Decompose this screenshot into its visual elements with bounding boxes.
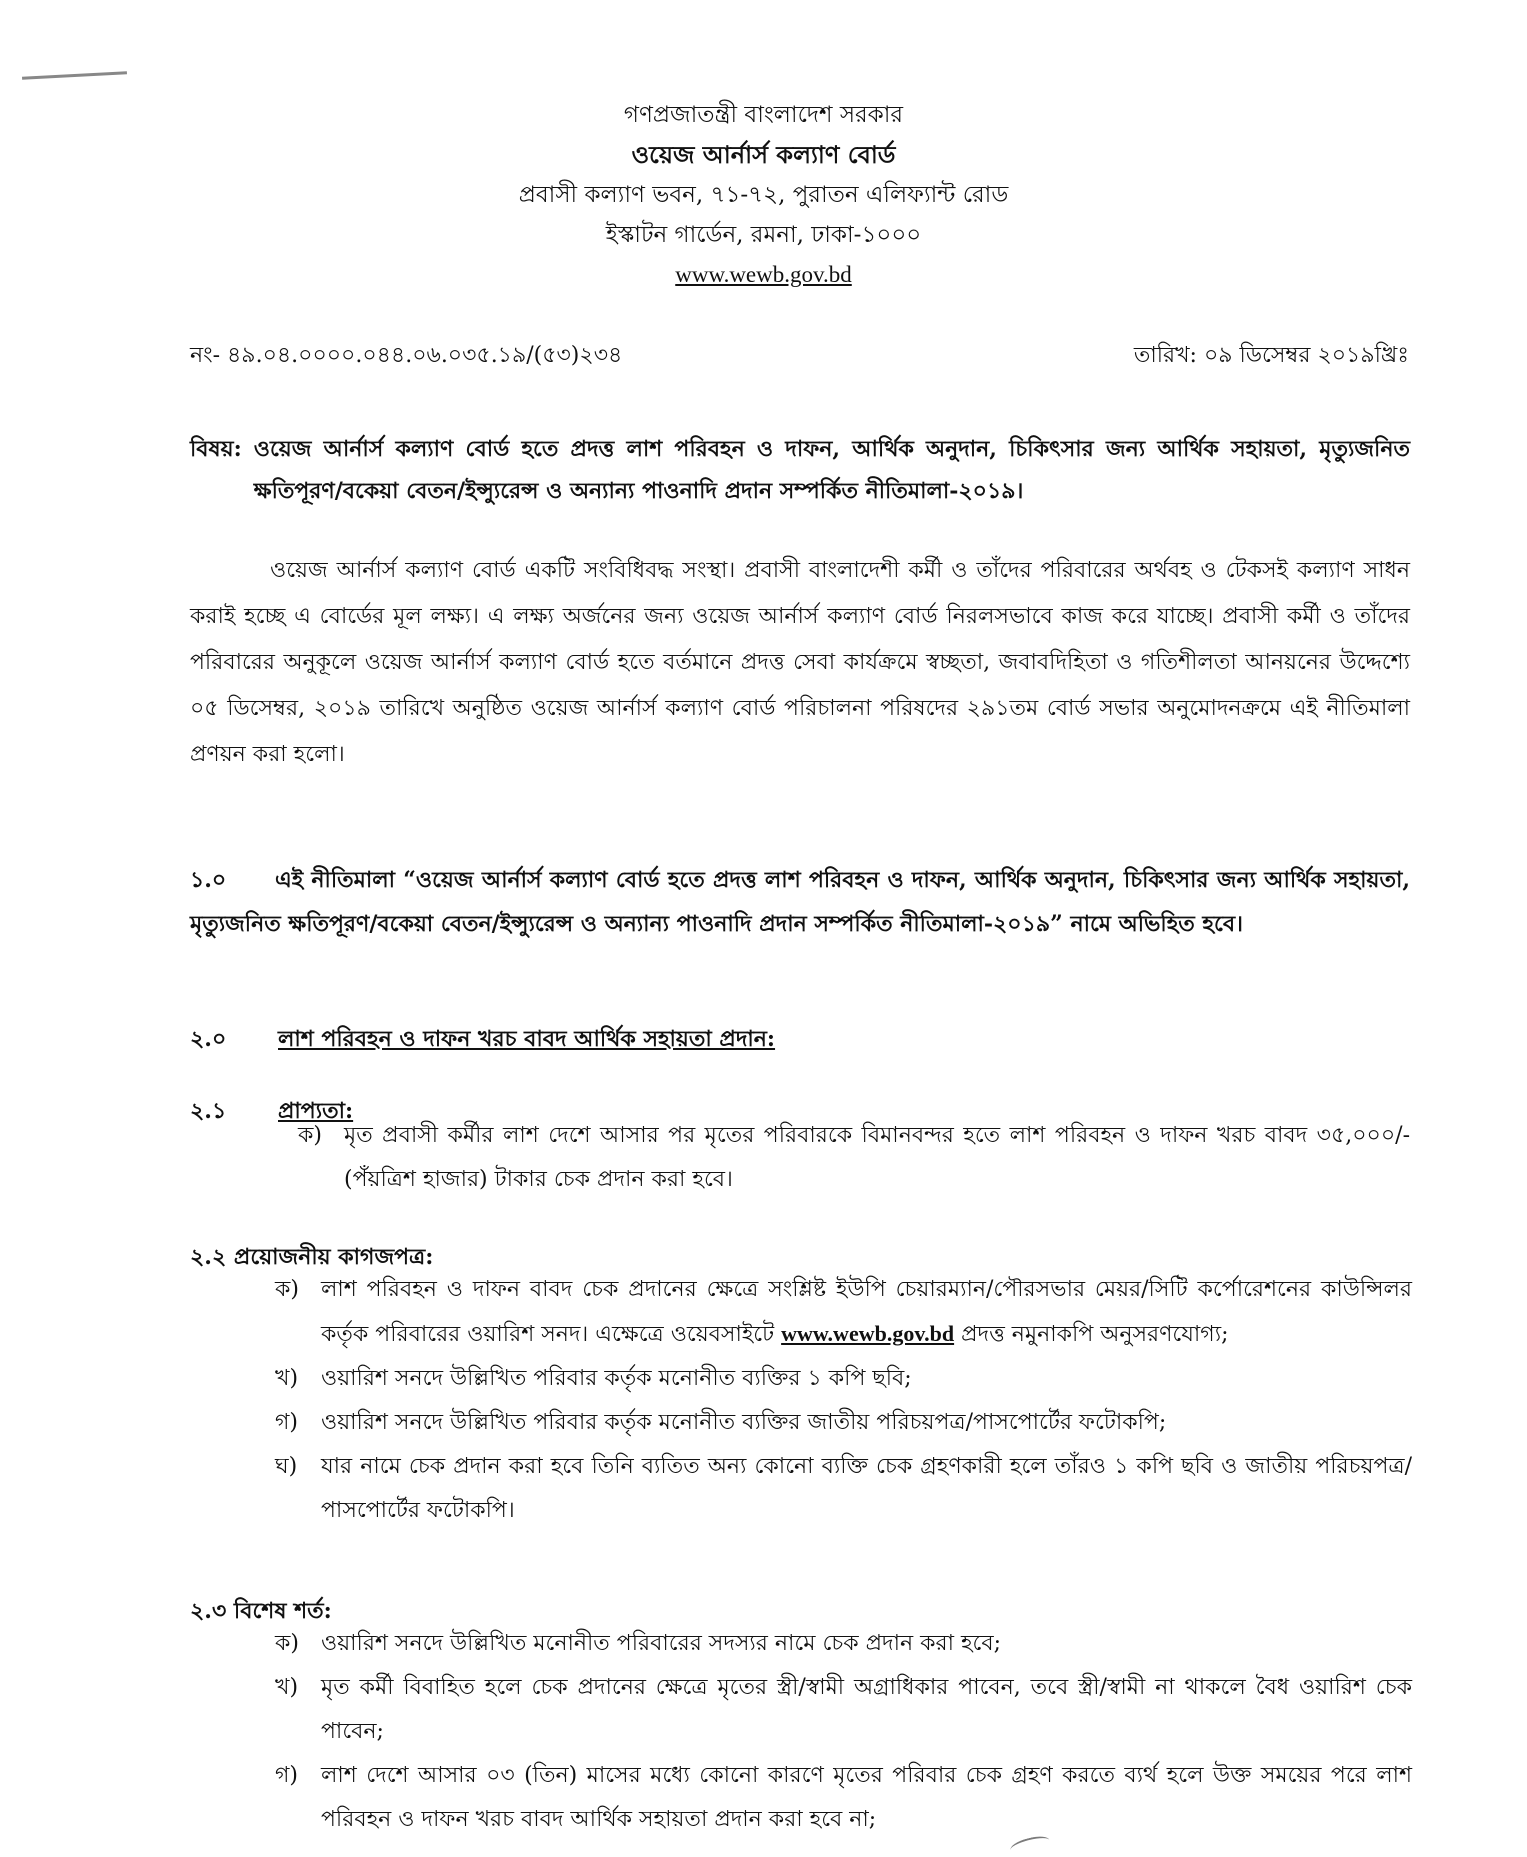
item-ka-link[interactable]: www.wewb.gov.bd bbox=[781, 1321, 955, 1346]
scan-artifact-mark bbox=[22, 71, 127, 79]
item-marker: গ) bbox=[275, 1410, 299, 1435]
subject-text: ওয়েজ আর্নার্স কল্যাণ বোর্ড হতে প্রদত্ত লাশ পরিবহন ও দাফন, আর্থিক অনুদান, চিকিৎসার জন্য আর্থিক সহায়তা, মৃত্যুজনিত ক্ষতিপূরণ/বকেয়া বেতন/ইন্স্যুরেন্স ও অন্যান্য পাওনাদি প্রদান সম্পর্কিত নীতিমালা-২০১৯। bbox=[253, 436, 1410, 504]
list-item bbox=[275, 1401, 1412, 1445]
section-2-number: ২.০ bbox=[190, 1026, 227, 1052]
section-2-1-list bbox=[298, 1114, 1410, 1202]
address-line-1: প্রবাসী কল্যাণ ভবন, ৭১-৭২, পুরাতন এলিফ্যান্ট রোড bbox=[518, 182, 1009, 208]
list-item bbox=[298, 1114, 1410, 1202]
section-2-2-list bbox=[275, 1268, 1412, 1533]
clause-1-number: ১.০ bbox=[190, 867, 227, 893]
item-text: ওয়ারিশ সনদে উল্লিখিত পরিবার কর্তৃক মনোনীত ব্যক্তির ১ কপি ছবি; bbox=[321, 1366, 912, 1391]
organization-name: ওয়েজ আর্নার্স কল্যাণ বোর্ড bbox=[631, 140, 896, 169]
intro-paragraph: ওয়েজ আর্নার্স কল্যাণ বোর্ড একটি সংবিধিবদ্ধ সংস্থা। প্রবাসী বাংলাদেশী কর্মী ও তাঁদের পরিবারের অর্থবহ ও টেকসই কল্যাণ সাধন করাই হচ্ছে এ বোর্ডের মূল লক্ষ্য। এ লক্ষ্য অর্জনের জন্য ওয়েজ আর্নার্স কল্যাণ বোর্ড নিরলসভাবে কাজ করে যাচ্ছে। প্রবাসী কর্মী ও তাঁদের পরিবারের অনুকূলে ওয়েজ আর্নার্স কল্যাণ বোর্ড হতে বর্তমানে প্রদত্ত সেবা কার্যক্রমে স্বচ্ছতা, জবাবদিহিতা ও গতিশীলতা আনয়নের উদ্দেশ্যে ০৫ ডিসেম্বর, ২০১৯ তারিখে অনুষ্ঠিত ওয়েজ আর্নার্স কল্যাণ বোর্ড পরিচালনা পরিষদের ২৯১তম বোর্ড সভার অনুমোদনক্রমে এই নীতিমালা প্রণয়ন করা হলো। bbox=[190, 558, 1410, 767]
item-text bbox=[321, 1268, 1412, 1357]
item-marker: ক) bbox=[275, 1631, 299, 1656]
item-marker: খ) bbox=[275, 1366, 299, 1391]
list-item bbox=[275, 1666, 1412, 1754]
item-text: যার নামে চেক প্রদান করা হবে তিনি ব্যতিত অন্য কোনো ব্যক্তি চেক গ্রহণকারী হলে তাঁরও ১ কপি ছবি ও জাতীয় পরিচয়পত্র/পাসপোর্টের ফটোকপি। bbox=[321, 1454, 1412, 1523]
item-text: মৃত প্রবাসী কর্মীর লাশ দেশে আসার পর মৃতের পরিবারকে বিমানবন্দর হতে লাশ পরিবহন ও দাফন খরচ বাবদ ৩৫,০০০/- (পঁয়ত্রিশ হাজার) টাকার চেক প্রদান করা হবে। bbox=[344, 1123, 1410, 1192]
item-marker: ক) bbox=[275, 1277, 299, 1302]
subject-block bbox=[190, 428, 1410, 512]
item-marker: খ) bbox=[275, 1675, 299, 1700]
list-item bbox=[275, 1622, 1412, 1666]
item-text: লাশ দেশে আসার ০৩ (তিন) মাসের মধ্যে কোনো কারণে মৃতের পরিবার চেক গ্রহণ করতে ব্যর্থ হলে উক্ত সময়ের পরে লাশ পরিবহন ও দাফন খরচ বাবদ আর্থিক সহায়তা প্রদান করা হবে না; bbox=[321, 1763, 1412, 1832]
item-marker: গ) bbox=[275, 1763, 299, 1788]
clause-1 bbox=[190, 858, 1410, 946]
website-link[interactable]: www.wewb.gov.bd bbox=[675, 262, 852, 287]
item-text: মৃত কর্মী বিবাহিত হলে চেক প্রদানের ক্ষেত্রে মৃতের স্ত্রী/স্বামী অগ্রাধিকার পাবেন, তবে স্ত্রী/স্বামী না থাকলে বৈধ ওয়ারিশ চেক পাবেন; bbox=[321, 1675, 1412, 1744]
list-item bbox=[275, 1754, 1412, 1842]
section-2-3-list bbox=[275, 1622, 1412, 1842]
list-item bbox=[275, 1445, 1412, 1533]
memo-date: তারিখ: ০৯ ডিসেম্বর ২০১৯খ্রিঃ bbox=[1133, 343, 1409, 368]
item-marker: ঘ) bbox=[275, 1454, 298, 1479]
section-2-1-number: ২.১ bbox=[190, 1098, 227, 1124]
item-ka-tail: প্রদত্ত নমুনাকপি অনুসরণযোগ্য; bbox=[961, 1322, 1229, 1347]
subject-label: বিষয়: bbox=[190, 436, 242, 462]
section-2-2-title: ২.২ প্রয়োজনীয় কাগজপত্র: bbox=[190, 1244, 434, 1270]
memo-number: নং- ৪৯.০৪.০০০০.০৪৪.০৬.০৩৫.১৯/(৫৩)২৩৪ bbox=[190, 343, 623, 368]
list-item bbox=[275, 1268, 1412, 1357]
section-2-3-title: ২.৩ বিশেষ শর্ত: bbox=[190, 1598, 332, 1624]
clause-1-text: এই নীতিমালা “ওয়েজ আর্নার্স কল্যাণ বোর্ড হতে প্রদত্ত লাশ পরিবহন ও দাফন, আর্থিক অনুদান, চিকিৎসার জন্য আর্থিক সহায়তা, মৃত্যুজনিত ক্ষতিপূরণ/বকেয়া বেতন/ইন্স্যুরেন্স ও অন্যান্য পাওনাদি প্রদান সম্পর্কিত নীতিমালা-২০১৯” নামে অভিহিত হবে। bbox=[190, 867, 1410, 937]
section-2-title: লাশ পরিবহন ও দাফন খরচ বাবদ আর্থিক সহায়তা প্রদান: bbox=[278, 1026, 776, 1052]
address-line-2: ইস্কাটন গার্ডেন, রমনা, ঢাকা-১০০০ bbox=[605, 222, 922, 248]
item-text: ওয়ারিশ সনদে উল্লিখিত মনোনীত পরিবারের সদস্যর নামে চেক প্রদান করা হবে; bbox=[321, 1631, 1002, 1656]
letterhead bbox=[0, 95, 1527, 295]
item-ka-text: লাশ পরিবহন ও দাফন বাবদ চেক প্রদানের ক্ষেত্রে সংশ্লিষ্ট ইউপি চেয়ারম্যান/পৌরসভার মেয়র/সিটি কর্পোরেশনের কাউন্সিলর কর্তৃক পরিবারের ওয়ারিশ সনদ। এক্ষেত্রে ওয়েবসাইটে bbox=[321, 1277, 1412, 1347]
item-marker: ক) bbox=[298, 1123, 322, 1148]
section-2-heading bbox=[190, 1022, 775, 1059]
government-name: গণপ্রজাতন্ত্রী বাংলাদেশ সরকার bbox=[623, 102, 904, 128]
item-text: ওয়ারিশ সনদে উল্লিখিত পরিবার কর্তৃক মনোনীত ব্যক্তির জাতীয় পরিচয়পত্র/পাসপোর্টের ফটোকপি; bbox=[321, 1410, 1167, 1435]
list-item bbox=[275, 1357, 1412, 1401]
section-2-1-title: প্রাপ্যতা: bbox=[278, 1098, 354, 1124]
